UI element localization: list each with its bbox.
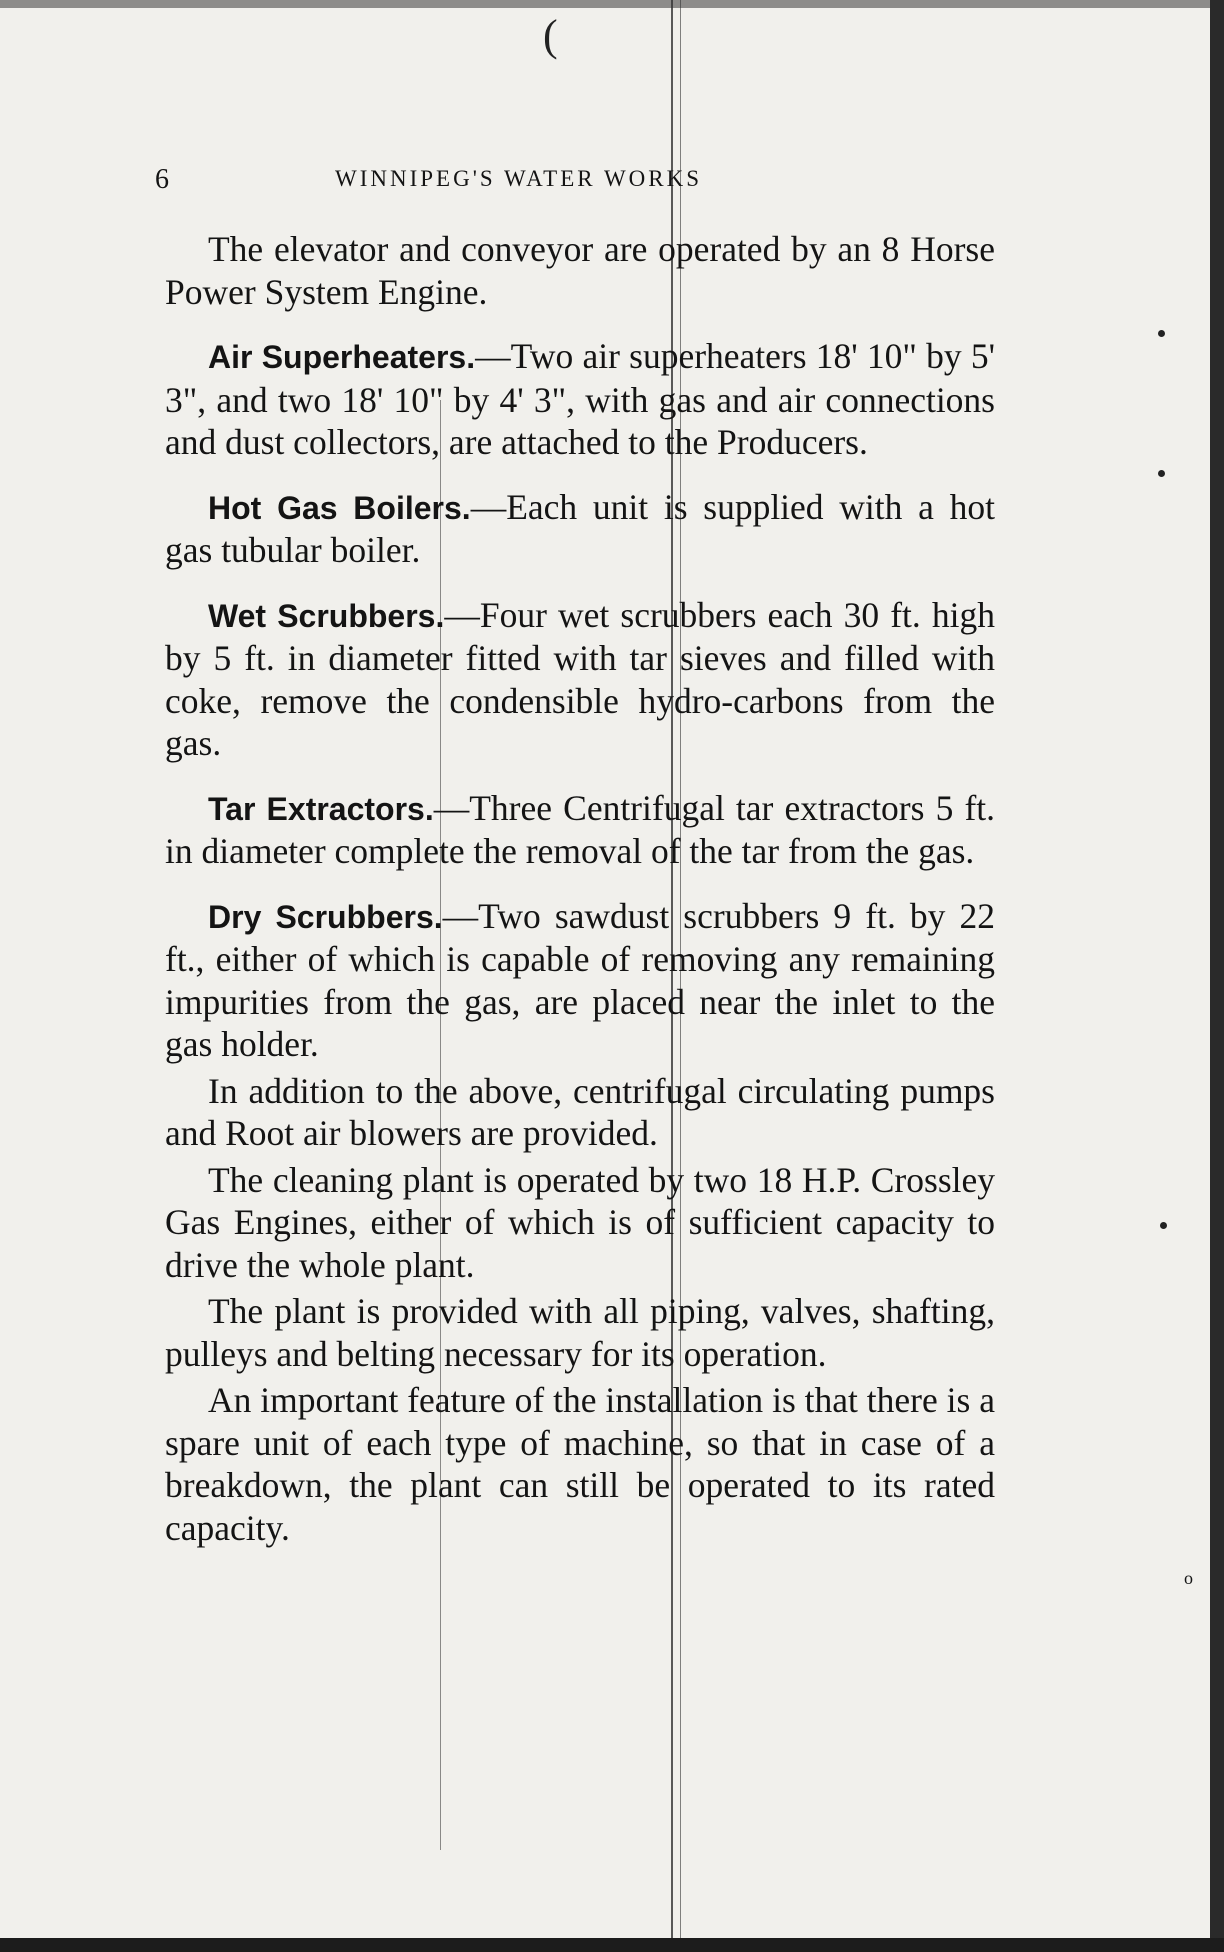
paragraph-text: —Three Centrifugal tar extractors 5 ft. in diameter complete the removal of the tar from the gas.	[165, 787, 995, 871]
paragraph-text: —Four wet scrubbers each 30 ft. high by 5 ft. in diameter fitted with tar sieves and filled with coke, remove the condensible hydro-carbons from the gas.	[165, 594, 996, 763]
margin-mark: o	[1184, 1568, 1193, 1588]
paragraph-heading: Wet Scrubbers.	[208, 597, 445, 634]
page-header	[155, 164, 1005, 204]
paragraph-text: The cleaning plant is operated by two 18 H.P. Crossley Gas Engines, either of which is of sufficient capacity to drive the whole plant.	[165, 1159, 995, 1285]
paragraph	[165, 594, 995, 765]
scan-right-edge	[1210, 0, 1224, 1952]
paragraph-text: In addition to the above, centrifugal circulating pumps and Root air blowers are provided.	[165, 1070, 995, 1153]
paragraph	[165, 787, 995, 873]
paragraph-text: The plant is provided with all piping, valves, shafting, pulleys and belting necessary for its operation.	[165, 1291, 995, 1374]
paragraph	[165, 335, 995, 464]
paragraph	[165, 895, 995, 1066]
scan-speck	[1158, 470, 1165, 477]
scan-bottom-edge	[0, 1938, 1224, 1952]
running-title: WINNIPEG'S WATER WORKS	[335, 166, 703, 191]
paragraph-text: —Two sawdust scrubbers 9 ft. by 22 ft., either of which is capable of removing any remaining impurities from the gas, are placed near the inlet to the gas holder.	[165, 895, 996, 1064]
paragraph-heading: Tar Extractors.	[208, 790, 434, 827]
paragraph-heading: Dry Scrubbers.	[208, 898, 443, 935]
paragraph-text: —Each unit is supplied with a hot gas tubular boiler.	[165, 486, 995, 570]
paragraph-text: An important feature of the installation is that there is a spare unit of each type of machine, so that in case of a breakdown, the plant can still be operated to its rated capacity.	[165, 1380, 995, 1548]
paragraph-text: The elevator and conveyor are operated by an 8 Horse Power System Engine.	[165, 229, 995, 312]
paragraph	[165, 1379, 995, 1549]
paragraph	[165, 1159, 995, 1287]
scan-artifact: (	[543, 11, 558, 60]
body-text	[165, 228, 995, 1553]
paragraph	[165, 1290, 995, 1375]
scan-speck	[1158, 330, 1165, 337]
page-number: 6	[155, 164, 169, 195]
paragraph	[165, 228, 995, 313]
scan-speck	[1160, 1222, 1167, 1229]
paragraph-heading: Air Superheaters.	[208, 339, 476, 375]
paragraph-heading: Hot Gas Boilers.	[208, 489, 471, 526]
paragraph-text: —Two air superheaters 18' 10" by 5' 3", and two 18' 10" by 4' 3", with gas and air connections and dust collectors, are attached to the Producers.	[165, 336, 995, 462]
paragraph	[165, 486, 995, 572]
scan-top-edge	[0, 0, 1224, 8]
paragraph	[165, 1070, 995, 1155]
